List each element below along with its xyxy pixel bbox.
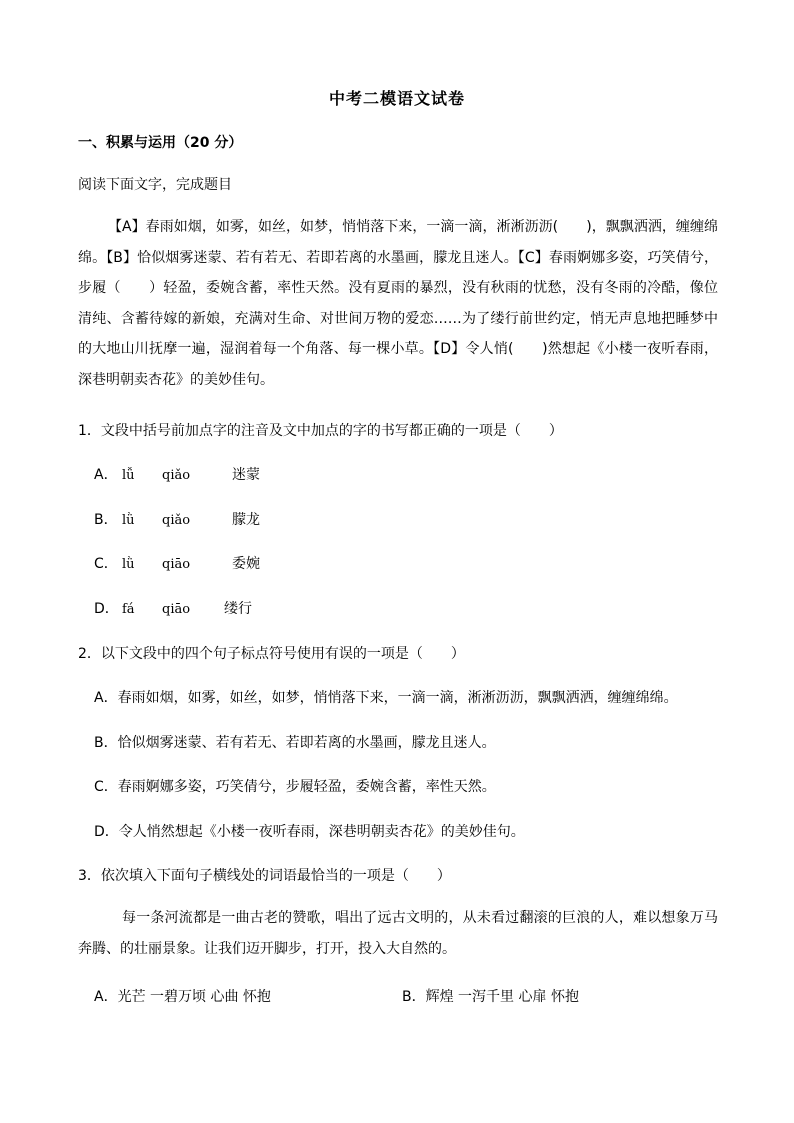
option-pinyin-1: lǚ: [122, 468, 135, 483]
reading-passage: 【A】春雨如烟，如雾，如丝，如梦，悄悄落下来，一滴一滴，淅淅沥沥( )，飘飘洒洒，缠缠绵绵。【B】恰似烟雾迷蒙、若有若无、若即若离的水墨画，朦龙且迷人。【C】春雨婀娜多姿，巧笑倩兮，步履（ ）轻盈，委婉含蓄，率性天然。没有夏雨的暴烈，没有秋雨的忧愁，没有冬雨的冷酷，像位清纯、含蓄待嫁的新娘，充满对生命、对世间万物的爱恋……为了缕行前世约定，悄无声息地把睡梦中的大地山川抚摩一遍，湿润着每一个角落、每一棵小草。【D】令人悄( )然想起《小楼一夜听春雨，深巷明朝卖杏花》的美妙佳句。: [78, 219, 718, 388]
option-pinyin-2: qiāo: [162, 602, 191, 617]
option-word: 朦龙: [232, 512, 260, 528]
question-2-option-c: C．春雨婀娜多姿，巧笑倩兮，步履轻盈，委婉含蓄，率性天然。: [94, 779, 496, 795]
option-pinyin-1: fá: [122, 602, 135, 617]
option-pinyin-2: qiǎo: [162, 468, 191, 483]
option-pinyin-1: lǜ: [122, 557, 135, 572]
question-3-option-a: A．光芒 一碧万顷 心曲 怀抱: [94, 989, 271, 1005]
option-letter: A．: [94, 467, 118, 483]
option-word: 委婉: [232, 556, 260, 572]
question-2-option-b: B．恰似烟雾迷蒙、若有若无、若即若离的水墨画，朦龙且迷人。: [94, 735, 496, 751]
question-1-option-a: [94, 464, 260, 484]
option-letter: C．: [94, 556, 118, 572]
instruction-text: 阅读下面文字，完成题目: [78, 177, 232, 193]
option-word: 迷蒙: [232, 467, 260, 483]
question-2-stem: 2．以下文段中的四个句子标点符号使用有误的一项是（ ）: [78, 646, 465, 662]
question-1-option-c: [94, 553, 260, 573]
question-3-stem: 3．依次填入下面句子横线处的词语最恰当的一项是（ ）: [78, 868, 451, 884]
option-pinyin-1: lǜ: [122, 513, 135, 528]
question-3-option-b: B．辉煌 一泻千里 心扉 怀抱: [402, 989, 579, 1005]
question-1-stem: 1．文段中括号前加点字的注音及文中加点的字的书写都正确的一项是（ ）: [78, 423, 563, 439]
page-title: 中考二模语文试卷: [328, 89, 465, 108]
question-3-sentence: 每一条河流都是一曲古老的赞歌，唱出了远古文明的，从未看过翻滚的巨浪的人，难以想象万马奔腾、的壮丽景象。让我们迈开脚步，打开，投入大自然的。: [78, 910, 718, 957]
option-letter: B．: [94, 512, 118, 528]
option-pinyin-2: qiǎo: [162, 513, 191, 528]
question-1-option-b: [94, 509, 260, 529]
option-pinyin-2: qiāo: [162, 557, 191, 572]
option-letter: D．: [94, 601, 119, 617]
question-2-option-d: D．令人悄然想起《小楼一夜听春雨，深巷明朝卖杏花》的美妙佳句。: [94, 824, 525, 840]
question-2-option-a: A．春雨如烟，如雾，如丝，如梦，悄悄落下来，一滴一滴，淅淅沥沥，飘飘洒洒，缠缠绵绵。: [94, 690, 678, 706]
question-1-option-d: [94, 598, 252, 618]
section-heading: 一、积累与运用（20 分）: [78, 135, 243, 151]
option-word: 缕行: [224, 601, 252, 617]
